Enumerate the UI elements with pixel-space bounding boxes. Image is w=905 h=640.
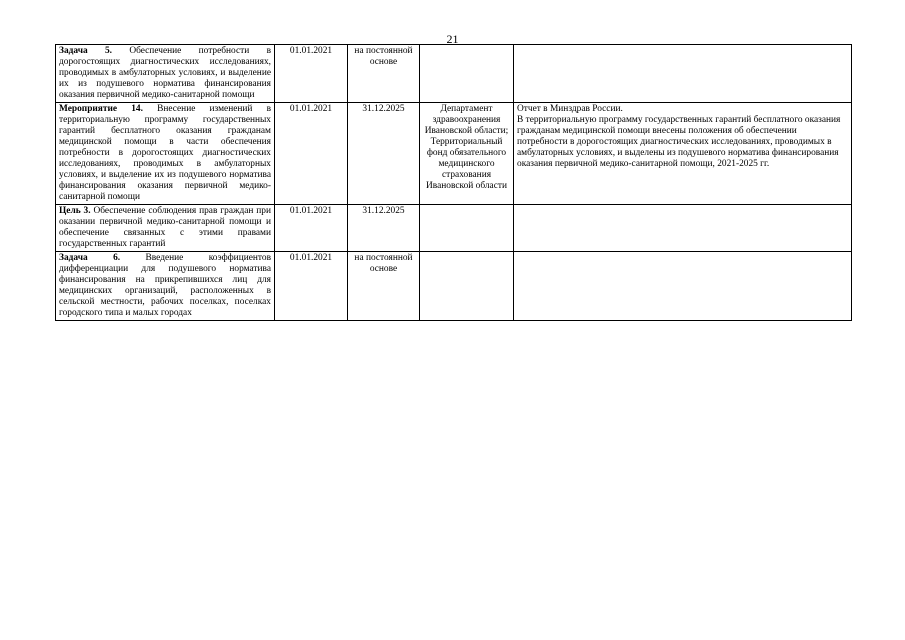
task-cell <box>56 205 275 252</box>
executor-cell <box>420 45 514 103</box>
row-label: Задача 5. <box>59 46 113 56</box>
task-cell <box>56 45 275 103</box>
end-date: на постоянной основе <box>348 45 420 103</box>
task-cell <box>56 103 275 205</box>
end-date: на постоянной основе <box>348 252 420 321</box>
page-number: 21 <box>446 32 459 46</box>
row-label: Мероприятие 14. <box>59 104 143 114</box>
task-cell <box>56 252 275 321</box>
result-cell <box>514 45 852 103</box>
result-cell <box>514 103 852 205</box>
row-text: Обеспечение потребности в дорогостоящих диагностических исследованиях, проводимых в амбулаторных условиях, и выделение их из подушевого норматива финансирования оказания первичной медико-санитарной помощи <box>59 46 271 100</box>
row-label: Задача 6. <box>59 253 121 263</box>
table-row <box>56 252 852 321</box>
result-cell <box>514 252 852 321</box>
row-text: Обеспечение соблюдения прав граждан при оказании первичной медико-санитарной помощи и обеспечение связанных с этими правами государственных гарантий <box>59 206 272 249</box>
table-row <box>56 45 852 103</box>
result-line: В территориальную программу государственных гарантий бесплатного оказания гражданам медицинской помощи внесены положения об обеспечении потребности в дорогостоящих диагностических исследованиях, проводимых в амбулаторных условиях, и выделены из подушевого норматива финансирования оказания первичной медико-санитарной помощи, 2021-2025 гг. <box>517 115 841 169</box>
start-date: 01.01.2021 <box>275 45 348 103</box>
table-row <box>56 103 852 205</box>
start-date: 01.01.2021 <box>275 103 348 205</box>
start-date: 01.01.2021 <box>275 252 348 321</box>
start-date: 01.01.2021 <box>275 205 348 252</box>
executor-cell: Департамент здравоохранения Ивановской области; Территориальный фонд обязательного медицинского страхования Ивановской области <box>420 103 514 205</box>
executor-cell <box>420 252 514 321</box>
row-label: Цель 3. <box>59 206 91 216</box>
end-date: 31.12.2025 <box>348 103 420 205</box>
end-date: 31.12.2025 <box>348 205 420 252</box>
result-cell <box>514 205 852 252</box>
row-text: Введение коэффициентов дифференциации для подушевого норматива финансирования на прикрепившихся лиц для медицинских организаций, расположенных в сельской местности, рабочих поселках, поселках городского типа и малых городах <box>59 253 271 318</box>
executor-cell <box>420 205 514 252</box>
result-line: Отчет в Минздрав России. <box>517 104 623 114</box>
plan-table <box>55 44 852 321</box>
row-text: Внесение изменений в территориальную программу государственных гарантий бесплатного оказания гражданам медицинской помощи в части обеспечения потребности в дорогостоящих диагностических исследованиях, проводимых в амбулаторных условиях, и выделение их из подушевого норматива финансирования оказания первичной медико-санитарной помощи <box>59 104 272 202</box>
table-row <box>56 205 852 252</box>
